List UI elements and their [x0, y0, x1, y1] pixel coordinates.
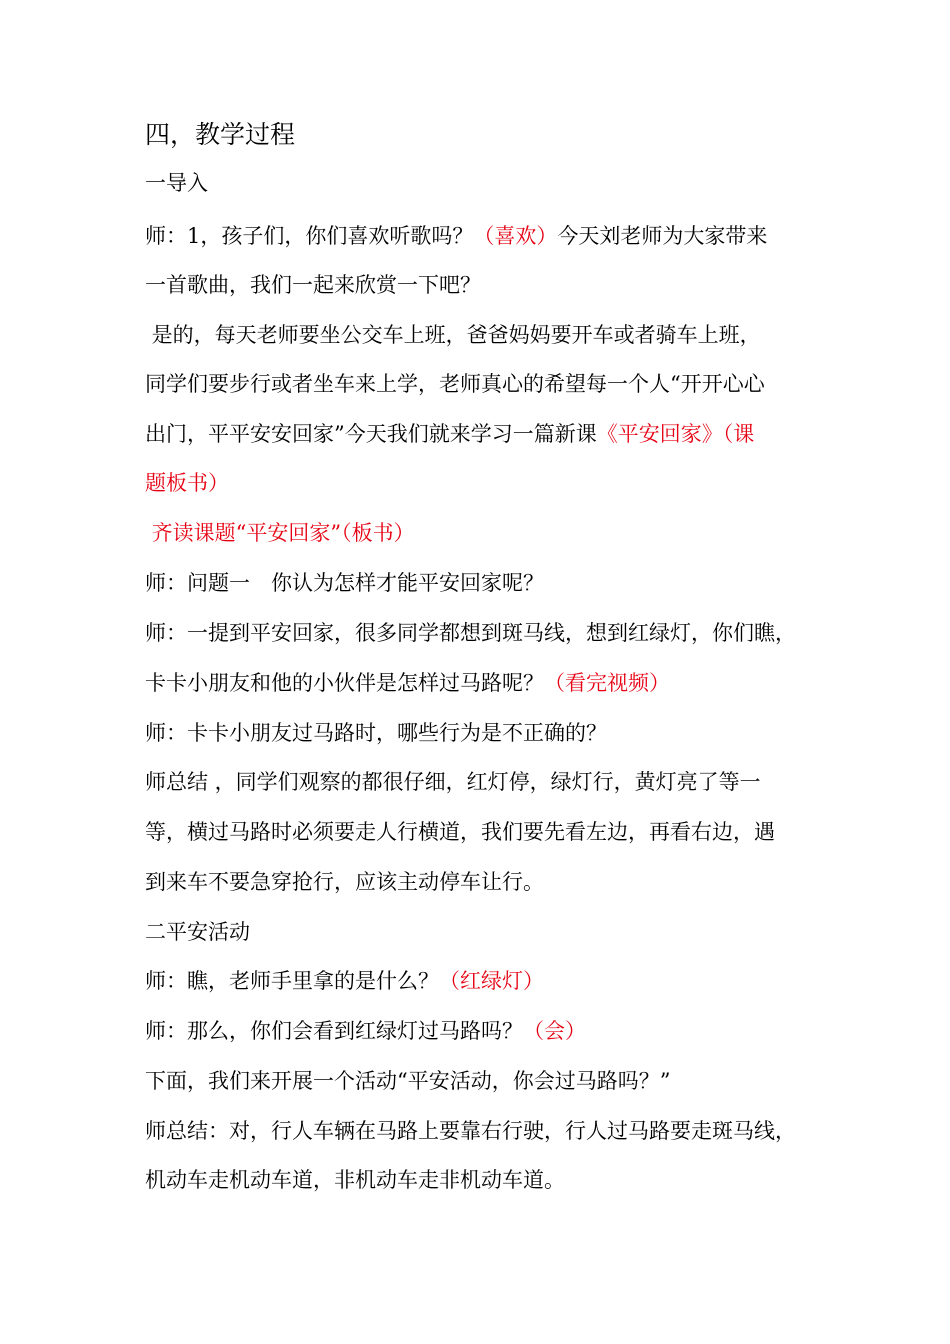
paragraph-line: 师总结 ，同学们观察的都很仔细，红灯停，绿灯行，黄灯亮了等一 — [145, 770, 761, 794]
paragraph-line — [145, 419, 815, 449]
paragraph-line: 师：卡卡小朋友过马路时，哪些行为是不正确的？ — [145, 721, 607, 745]
paragraph-line — [145, 668, 815, 698]
paragraph-line: 机动车走机动车道，非机动车走非机动车道。 — [145, 1168, 565, 1192]
paragraph-line: 师：一提到平安回家，很多同学都想到斑马线，想到红绿灯，你们瞧， — [145, 621, 796, 645]
line-text: 师：那么，你们会看到红绿灯过马路吗？ — [145, 1019, 523, 1043]
paragraph-line: 同学们要步行或者坐车来上学，老师真心的希望每一个人“开开心心 — [145, 372, 765, 396]
student-answer: （红绿灯） — [439, 969, 544, 993]
section-heading: 四，教学过程 — [145, 120, 296, 149]
paragraph-line: 师总结：对，行人车辆在马路上要靠右行驶，行人过马路要走斑马线， — [145, 1119, 796, 1143]
line-text: 师：1，孩子们，你们喜欢听歌吗？ — [145, 224, 474, 248]
paragraph-line: 是的，每天老师要坐公交车上班，爸爸妈妈要开车或者骑车上班， — [145, 323, 761, 347]
lesson-title-annotation: 《平安回家》（课 — [596, 422, 755, 446]
subsection-title-activity: 二平安活动 — [145, 920, 250, 944]
line-text: 卡卡小朋友和他的小伙伴是怎样过马路呢？ — [145, 671, 544, 695]
student-answer: （喜欢） — [473, 224, 558, 248]
paragraph-line: 下面，我们来开展一个活动“平安活动，你会过马路吗？” — [145, 1069, 671, 1093]
paragraph-line: 等，横过马路时必须要走人行横道，我们要先看左边，再看右边，遇 — [145, 820, 775, 844]
paragraph-line: 到来车不要急穿抢行，应该主动停车让行。 — [145, 870, 544, 894]
board-note: 齐读课题“平安回家”（板书） — [145, 521, 415, 545]
board-note: 题板书） — [145, 471, 229, 495]
subsection-title-intro: 一导入 — [145, 171, 208, 195]
line-text: 出门，平平安安回家”今天我们就来学习一篇新课 — [145, 422, 597, 446]
paragraph-line: 一首歌曲，我们一起来欣赏一下吧？ — [145, 273, 481, 297]
line-text: 师：瞧，老师手里拿的是什么？ — [145, 969, 439, 993]
line-text: 今天刘老师为大家带来 — [557, 224, 768, 248]
activity-annotation: （看完视频） — [544, 671, 670, 695]
paragraph-line — [145, 221, 815, 251]
student-answer: （会） — [523, 1019, 586, 1043]
paragraph-line — [145, 966, 815, 996]
paragraph-line — [145, 1016, 815, 1046]
paragraph-line: 师：问题一 你认为怎样才能平安回家呢？ — [145, 571, 544, 595]
